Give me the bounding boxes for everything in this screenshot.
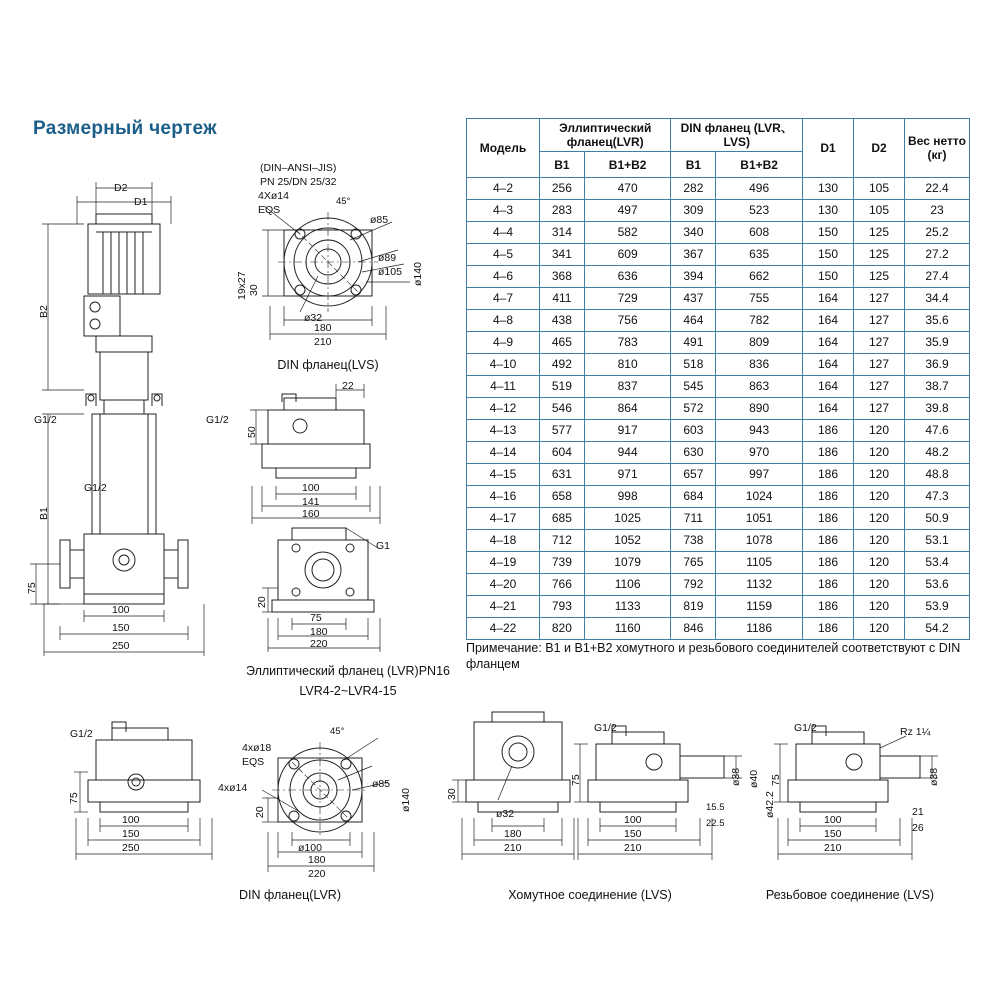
dim-19x27: 19х27: [236, 271, 248, 300]
cell-weight: 48.8: [905, 464, 970, 486]
cell-model: 4–21: [467, 596, 540, 618]
cell-model: 4–18: [467, 530, 540, 552]
cell-model: 4–20: [467, 574, 540, 596]
dim-g12-right: G1/2: [206, 414, 229, 426]
dim-d89: ø89: [378, 252, 397, 264]
dim-d85: ø85: [370, 214, 389, 226]
cell-din-b1b2: 1051: [716, 508, 803, 530]
table-row: [467, 574, 970, 596]
cell-weight: 50.9: [905, 508, 970, 530]
cell-din-b1: 603: [671, 420, 716, 442]
cell-model: 4–4: [467, 222, 540, 244]
cell-din-b1: 765: [671, 552, 716, 574]
cell-din-b1b2: 809: [716, 332, 803, 354]
table-row: [467, 178, 970, 200]
cell-model: 4–13: [467, 420, 540, 442]
cell-ellip-b1: 465: [540, 332, 585, 354]
cell-ellip-b1b2: 944: [584, 442, 671, 464]
dim-lvr-220b: 220: [308, 868, 326, 880]
dim-lvr-75: 75: [310, 612, 322, 624]
cell-weight: 27.2: [905, 244, 970, 266]
cell-weight: 38.7: [905, 376, 970, 398]
cell-weight: 27.4: [905, 266, 970, 288]
cell-d2: 125: [854, 266, 905, 288]
dim-lvr-holes18: 4хø18: [242, 742, 272, 754]
cell-din-b1b2: 662: [716, 266, 803, 288]
cell-ellip-b1: 256: [540, 178, 585, 200]
cell-model: 4–7: [467, 288, 540, 310]
table-head: [467, 119, 970, 178]
cell-ellip-b1: 604: [540, 442, 585, 464]
cell-weight: 53.9: [905, 596, 970, 618]
cell-weight: 39.8: [905, 398, 970, 420]
page-title: Размерный чертеж: [33, 118, 217, 139]
cell-weight: 34.4: [905, 288, 970, 310]
dim-75: 75: [26, 582, 38, 594]
cell-ellip-b1: 492: [540, 354, 585, 376]
dim-clamp-d40: ø40: [748, 769, 760, 788]
cell-d1: 186: [803, 420, 854, 442]
cell-din-b1: 846: [671, 618, 716, 640]
cell-d2: 120: [854, 530, 905, 552]
cell-d2: 120: [854, 552, 905, 574]
cell-ellip-b1: 685: [540, 508, 585, 530]
header-din-b1: B1: [671, 152, 716, 178]
cell-d1: 186: [803, 486, 854, 508]
dim-lvr-220: 220: [310, 638, 328, 650]
cell-ellip-b1: 341: [540, 244, 585, 266]
dim-clamp-15-5: 15.5: [706, 802, 725, 813]
cell-model: 4–22: [467, 618, 540, 640]
cell-ellip-b1b2: 1106: [584, 574, 671, 596]
cell-d1: 150: [803, 244, 854, 266]
cell-model: 4–19: [467, 552, 540, 574]
header-din-b1b2: B1+B2: [716, 152, 803, 178]
dim-lvs-side-160: 160: [302, 508, 320, 520]
cell-ellip-b1: 519: [540, 376, 585, 398]
cell-d2: 120: [854, 618, 905, 640]
dim-d1: D1: [134, 196, 148, 208]
cell-ellip-b1b2: 1133: [584, 596, 671, 618]
cell-din-b1: 394: [671, 266, 716, 288]
dim-thread-26: 26: [912, 822, 924, 834]
cell-din-b1b2: 755: [716, 288, 803, 310]
caption-ellip-lvr-range: LVR4-2~LVR4-15: [299, 684, 397, 698]
cell-ellip-b1b2: 756: [584, 310, 671, 332]
cell-weight: 54.2: [905, 618, 970, 640]
dim-thread-g12: G1/2: [794, 722, 817, 734]
cell-din-b1: 792: [671, 574, 716, 596]
cell-weight: 53.4: [905, 552, 970, 574]
cell-din-b1: 630: [671, 442, 716, 464]
cell-d2: 127: [854, 310, 905, 332]
cell-d2: 120: [854, 508, 905, 530]
cell-weight: 36.9: [905, 354, 970, 376]
dim-lvr-side-250: 250: [122, 842, 140, 854]
cell-ellip-b1b2: 998: [584, 486, 671, 508]
cell-d2: 127: [854, 332, 905, 354]
table-header-row-1: [467, 119, 970, 152]
cell-d1: 164: [803, 332, 854, 354]
cell-ellip-b1: 712: [540, 530, 585, 552]
table-row: [467, 200, 970, 222]
cell-weight: 23: [905, 200, 970, 222]
dim-lvs-holes: 4Хø14: [258, 190, 289, 202]
note-pn: PN 25/DN 25/32: [260, 176, 337, 188]
cell-model: 4–6: [467, 266, 540, 288]
cell-ellip-b1b2: 1079: [584, 552, 671, 574]
caption-clamp-lvs: Хомутное соединение (LVS): [508, 888, 672, 902]
cell-ellip-b1b2: 497: [584, 200, 671, 222]
dim-100: 100: [112, 604, 130, 616]
cell-model: 4–5: [467, 244, 540, 266]
cell-din-b1: 491: [671, 332, 716, 354]
cell-d1: 164: [803, 288, 854, 310]
cell-ellip-b1b2: 1025: [584, 508, 671, 530]
dim-clamp-150: 150: [624, 828, 642, 840]
cell-din-b1b2: 970: [716, 442, 803, 464]
dim-lvr-d140: ø140: [400, 788, 412, 812]
note-din-ansi-jis: (DIN–ANSI–JIS): [260, 162, 337, 174]
cell-weight: 22.4: [905, 178, 970, 200]
dim-lvr-side-75: 75: [68, 792, 80, 804]
dim-thread-75: 75: [770, 774, 782, 786]
dim-lvs-side-100: 100: [302, 482, 320, 494]
cell-d1: 186: [803, 618, 854, 640]
cell-weight: 25.2: [905, 222, 970, 244]
cell-din-b1b2: 782: [716, 310, 803, 332]
cell-ellip-b1b2: 636: [584, 266, 671, 288]
cell-d1: 186: [803, 552, 854, 574]
cell-model: 4–8: [467, 310, 540, 332]
cell-din-b1b2: 943: [716, 420, 803, 442]
dim-lvr-side-150: 150: [122, 828, 140, 840]
cell-din-b1b2: 635: [716, 244, 803, 266]
dim-clamp-d32: ø32: [496, 808, 515, 820]
dim-lvr-180: 180: [310, 626, 328, 638]
cell-d1: 186: [803, 508, 854, 530]
cell-d2: 105: [854, 178, 905, 200]
dim-lvr-angle: 45°: [330, 726, 345, 737]
cell-din-b1: 545: [671, 376, 716, 398]
dim-clamp-210: 210: [504, 842, 522, 854]
cell-ellip-b1b2: 1052: [584, 530, 671, 552]
cell-weight: 48.2: [905, 442, 970, 464]
cell-ellip-b1: 368: [540, 266, 585, 288]
dim-clamp-75: 75: [570, 774, 582, 786]
caption-din-lvs: DIN фланец(LVS): [277, 358, 379, 372]
cell-d2: 120: [854, 420, 905, 442]
dim-lvr-20b: 20: [254, 806, 266, 818]
header-d1: D1: [803, 119, 854, 178]
cell-ellip-b1b2: 470: [584, 178, 671, 200]
dim-clamp-22-5: 22.5: [706, 818, 725, 829]
cell-d1: 186: [803, 442, 854, 464]
dim-lvs-eqs: EQS: [258, 204, 281, 216]
cell-weight: 47.3: [905, 486, 970, 508]
cell-ellip-b1: 546: [540, 398, 585, 420]
cell-din-b1b2: 997: [716, 464, 803, 486]
cell-d2: 120: [854, 596, 905, 618]
cell-ellip-b1: 820: [540, 618, 585, 640]
cell-weight: 35.6: [905, 310, 970, 332]
dimensions-table-wrapper: [466, 118, 970, 640]
cell-ellip-b1b2: 609: [584, 244, 671, 266]
cell-din-b1b2: 1186: [716, 618, 803, 640]
dim-lvr-20: 20: [256, 596, 268, 608]
table-row: [467, 376, 970, 398]
cell-d1: 130: [803, 178, 854, 200]
caption-din-lvr: DIN фланец(LVR): [239, 888, 341, 902]
cell-ellip-b1: 438: [540, 310, 585, 332]
dim-b1: B1: [38, 507, 50, 520]
dim-d140: ø140: [412, 262, 424, 286]
cell-ellip-b1: 658: [540, 486, 585, 508]
cell-din-b1: 738: [671, 530, 716, 552]
cell-din-b1: 367: [671, 244, 716, 266]
cell-din-b1: 340: [671, 222, 716, 244]
dimensions-table: [466, 118, 970, 640]
dim-lvs-30: 30: [248, 284, 260, 296]
cell-ellip-b1b2: 810: [584, 354, 671, 376]
cell-d1: 164: [803, 354, 854, 376]
cell-din-b1b2: 1132: [716, 574, 803, 596]
cell-din-b1b2: 1024: [716, 486, 803, 508]
cell-din-b1: 572: [671, 398, 716, 420]
dim-clamp-d38: ø38: [730, 767, 742, 786]
cell-weight: 47.6: [905, 420, 970, 442]
dim-lvs-angle: 45°: [336, 196, 351, 207]
dim-g12-left: G1/2: [34, 414, 57, 426]
dim-clamp-210b: 210: [624, 842, 642, 854]
dim-g12-mid: G1/2: [84, 482, 107, 494]
cell-d1: 186: [803, 464, 854, 486]
dim-thread-210: 210: [824, 842, 842, 854]
cell-din-b1: 309: [671, 200, 716, 222]
cell-ellip-b1b2: 1160: [584, 618, 671, 640]
cell-din-b1b2: 836: [716, 354, 803, 376]
cell-model: 4–2: [467, 178, 540, 200]
dim-lvr-d85: ø85: [372, 778, 391, 790]
dim-clamp-d42-2: ø42.2: [764, 791, 776, 818]
table-row: [467, 398, 970, 420]
cell-weight: 35.9: [905, 332, 970, 354]
cell-d1: 150: [803, 266, 854, 288]
cell-ellip-b1: 793: [540, 596, 585, 618]
cell-model: 4–11: [467, 376, 540, 398]
cell-ellip-b1b2: 917: [584, 420, 671, 442]
dim-clamp-30: 30: [446, 788, 458, 800]
table-row: [467, 288, 970, 310]
cell-d1: 130: [803, 200, 854, 222]
cell-ellip-b1: 631: [540, 464, 585, 486]
cell-model: 4–15: [467, 464, 540, 486]
cell-ellip-b1b2: 837: [584, 376, 671, 398]
cell-ellip-b1: 411: [540, 288, 585, 310]
cell-din-b1: 282: [671, 178, 716, 200]
dim-lvr-holes14: 4хø14: [218, 782, 248, 794]
header-d2: D2: [854, 119, 905, 178]
dim-lvs-side-22: 22: [342, 380, 354, 392]
dim-lvs-180: 180: [314, 322, 332, 334]
cell-d2: 120: [854, 486, 905, 508]
cell-din-b1: 657: [671, 464, 716, 486]
table-row: [467, 464, 970, 486]
dim-d32: ø32: [304, 312, 323, 324]
cell-d2: 125: [854, 244, 905, 266]
table-row: [467, 420, 970, 442]
dim-b2: B2: [38, 305, 50, 318]
dim-lvs-210: 210: [314, 336, 332, 348]
cell-din-b1: 437: [671, 288, 716, 310]
cell-ellip-b1: 314: [540, 222, 585, 244]
cell-model: 4–17: [467, 508, 540, 530]
dim-lvr-180b: 180: [308, 854, 326, 866]
table-row: [467, 508, 970, 530]
dim-lvr-eqs: EQS: [242, 756, 265, 768]
dim-lvr-side-100: 100: [122, 814, 140, 826]
cell-model: 4–10: [467, 354, 540, 376]
header-din-flange: DIN фланец (LVR、 LVS): [671, 119, 803, 152]
caption-thread-lvs: Резьбовое соединение (LVS): [765, 888, 935, 902]
table-row: [467, 266, 970, 288]
cell-din-b1: 518: [671, 354, 716, 376]
table-row: [467, 310, 970, 332]
dim-d2: D2: [114, 182, 128, 194]
cell-d1: 186: [803, 574, 854, 596]
cell-ellip-b1b2: 582: [584, 222, 671, 244]
cell-model: 4–3: [467, 200, 540, 222]
cell-din-b1b2: 890: [716, 398, 803, 420]
table-body: [467, 178, 970, 640]
cell-d1: 186: [803, 530, 854, 552]
table-row: [467, 486, 970, 508]
cell-ellip-b1: 766: [540, 574, 585, 596]
cell-d1: 186: [803, 596, 854, 618]
cell-ellip-b1b2: 729: [584, 288, 671, 310]
cell-model: 4–14: [467, 442, 540, 464]
cell-d2: 120: [854, 464, 905, 486]
header-weight: Вес нетто (кг): [905, 119, 970, 178]
dim-clamp-100: 100: [624, 814, 642, 826]
caption-ellip-lvr: Эллиптический фланец (LVR)PN16: [246, 664, 450, 678]
cell-d2: 127: [854, 398, 905, 420]
dim-thread-21: 21: [912, 806, 924, 818]
table-row: [467, 354, 970, 376]
dim-d105: ø105: [378, 266, 402, 278]
cell-weight: 53.6: [905, 574, 970, 596]
table-row: [467, 530, 970, 552]
cell-din-b1b2: 1105: [716, 552, 803, 574]
cell-weight: 53.1: [905, 530, 970, 552]
dim-250: 250: [112, 640, 130, 652]
cell-d1: 164: [803, 398, 854, 420]
cell-d1: 164: [803, 310, 854, 332]
dim-lvr-d100: ø100: [298, 842, 322, 854]
table-row: [467, 332, 970, 354]
table-row: [467, 596, 970, 618]
cell-din-b1b2: 1078: [716, 530, 803, 552]
dim-clamp-g12: G1/2: [594, 722, 617, 734]
cell-d2: 127: [854, 288, 905, 310]
cell-d1: 150: [803, 222, 854, 244]
cell-d2: 105: [854, 200, 905, 222]
table-row: [467, 552, 970, 574]
dim-thread-150: 150: [824, 828, 842, 840]
cell-din-b1: 711: [671, 508, 716, 530]
cell-d2: 125: [854, 222, 905, 244]
dim-lvs-side-141: 141: [302, 496, 320, 508]
cell-din-b1: 684: [671, 486, 716, 508]
table-row: [467, 442, 970, 464]
cell-d2: 120: [854, 442, 905, 464]
cell-din-b1: 464: [671, 310, 716, 332]
dim-thread-100: 100: [824, 814, 842, 826]
dim-lvs-side-50: 50: [246, 426, 258, 438]
table-row: [467, 222, 970, 244]
dim-thread-rz: Rz 1¼: [900, 726, 931, 738]
cell-ellip-b1: 739: [540, 552, 585, 574]
cell-model: 4–9: [467, 332, 540, 354]
cell-din-b1b2: 608: [716, 222, 803, 244]
cell-ellip-b1b2: 783: [584, 332, 671, 354]
dim-thread-d38: ø38: [928, 767, 940, 786]
header-ellip-b1b2: B1+B2: [584, 152, 671, 178]
cell-din-b1b2: 863: [716, 376, 803, 398]
dim-lvr-side-g12: G1/2: [70, 728, 93, 740]
cell-ellip-b1: 577: [540, 420, 585, 442]
cell-model: 4–16: [467, 486, 540, 508]
table-row: [467, 618, 970, 640]
cell-din-b1b2: 496: [716, 178, 803, 200]
cell-ellip-b1: 283: [540, 200, 585, 222]
table-row: [467, 244, 970, 266]
cell-d2: 120: [854, 574, 905, 596]
cell-d2: 127: [854, 354, 905, 376]
cell-model: 4–12: [467, 398, 540, 420]
cell-din-b1b2: 1159: [716, 596, 803, 618]
cell-d2: 127: [854, 376, 905, 398]
header-model: Модель: [467, 119, 540, 178]
cell-ellip-b1b2: 864: [584, 398, 671, 420]
cell-din-b1: 819: [671, 596, 716, 618]
cell-ellip-b1b2: 971: [584, 464, 671, 486]
dim-clamp-180: 180: [504, 828, 522, 840]
header-ellip-b1: B1: [540, 152, 585, 178]
table-note: Примечание: B1 и B1+B2 хомутного и резьбового соединителей соответствуют с DIN фланцем: [466, 641, 961, 671]
header-ellip-flange: Эллиптический фланец(LVR): [540, 119, 671, 152]
cell-din-b1b2: 523: [716, 200, 803, 222]
dim-lvr-g1: G1: [376, 540, 391, 552]
dim-150: 150: [112, 622, 130, 634]
cell-d1: 164: [803, 376, 854, 398]
